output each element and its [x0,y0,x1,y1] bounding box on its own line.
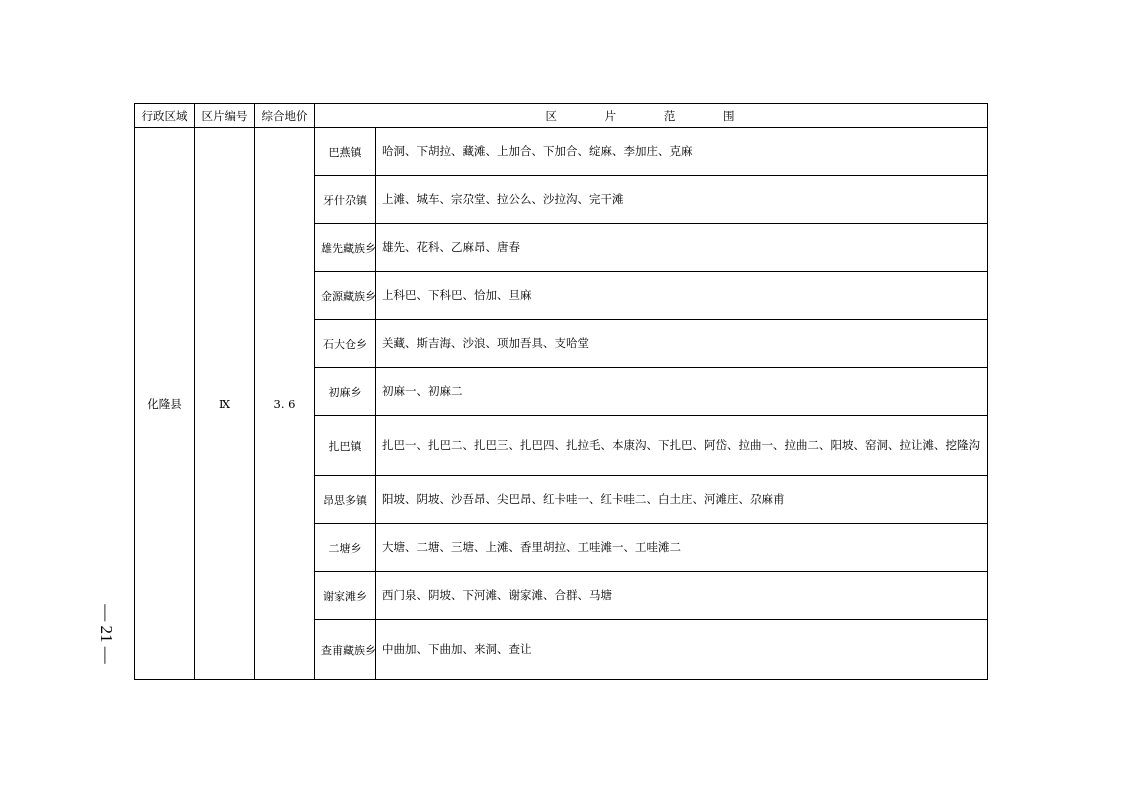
village-list: 大塘、二塘、三塘、上滩、香里胡拉、工哇滩一、工哇滩二 [376,524,988,572]
town-name: 牙什尕镇 [315,176,376,224]
town-name: 初麻乡 [315,368,376,416]
page-number: — 21 — [97,604,116,664]
village-list: 初麻一、初麻二 [376,368,988,416]
village-list: 哈洞、下胡拉、藏滩、上加合、下加合、绽麻、李加庄、克麻 [376,128,988,176]
header-zone-code: 区片编号 [195,104,255,128]
header-admin-region: 行政区域 [135,104,195,128]
town-name: 二塘乡 [315,524,376,572]
county-name: 化隆县 [135,128,195,680]
town-name: 扎巴镇 [315,416,376,476]
town-name: 巴燕镇 [315,128,376,176]
village-list: 中曲加、下曲加、来洞、查让 [376,620,988,680]
table-header-row [135,104,988,128]
zone-code: Ⅸ [195,128,255,680]
village-list: 上滩、城车、宗尕堂、拉公么、沙拉沟、完干滩 [376,176,988,224]
land-price: 3. 6 [255,128,315,680]
land-price-table [134,103,988,680]
town-name: 昂思多镇 [315,476,376,524]
village-list: 关藏、斯吉海、沙浪、项加吾具、支哈堂 [376,320,988,368]
town-name: 金源藏族乡 [315,272,376,320]
header-zone-range: 区 片 范 围 [315,104,988,128]
table-row [135,128,988,176]
village-list: 扎巴一、扎巴二、扎巴三、扎巴四、扎拉毛、本康沟、下扎巴、阿岱、拉曲一、拉曲二、阳坡、窑洞、拉让滩、挖隆沟 [376,416,988,476]
town-name: 谢家滩乡 [315,572,376,620]
village-list: 阳坡、阴坡、沙吾昂、尖巴昂、红卡哇一、红卡哇二、白土庄、河滩庄、尕麻甫 [376,476,988,524]
town-name: 查甫藏族乡 [315,620,376,680]
town-name: 雄先藏族乡 [315,224,376,272]
village-list: 西门泉、阴坡、下河滩、谢家滩、合群、马塘 [376,572,988,620]
village-list: 上科巴、下科巴、恰加、旦麻 [376,272,988,320]
header-land-price: 综合地价 [255,104,315,128]
village-list: 雄先、花科、乙麻昂、唐春 [376,224,988,272]
town-name: 石大仓乡 [315,320,376,368]
